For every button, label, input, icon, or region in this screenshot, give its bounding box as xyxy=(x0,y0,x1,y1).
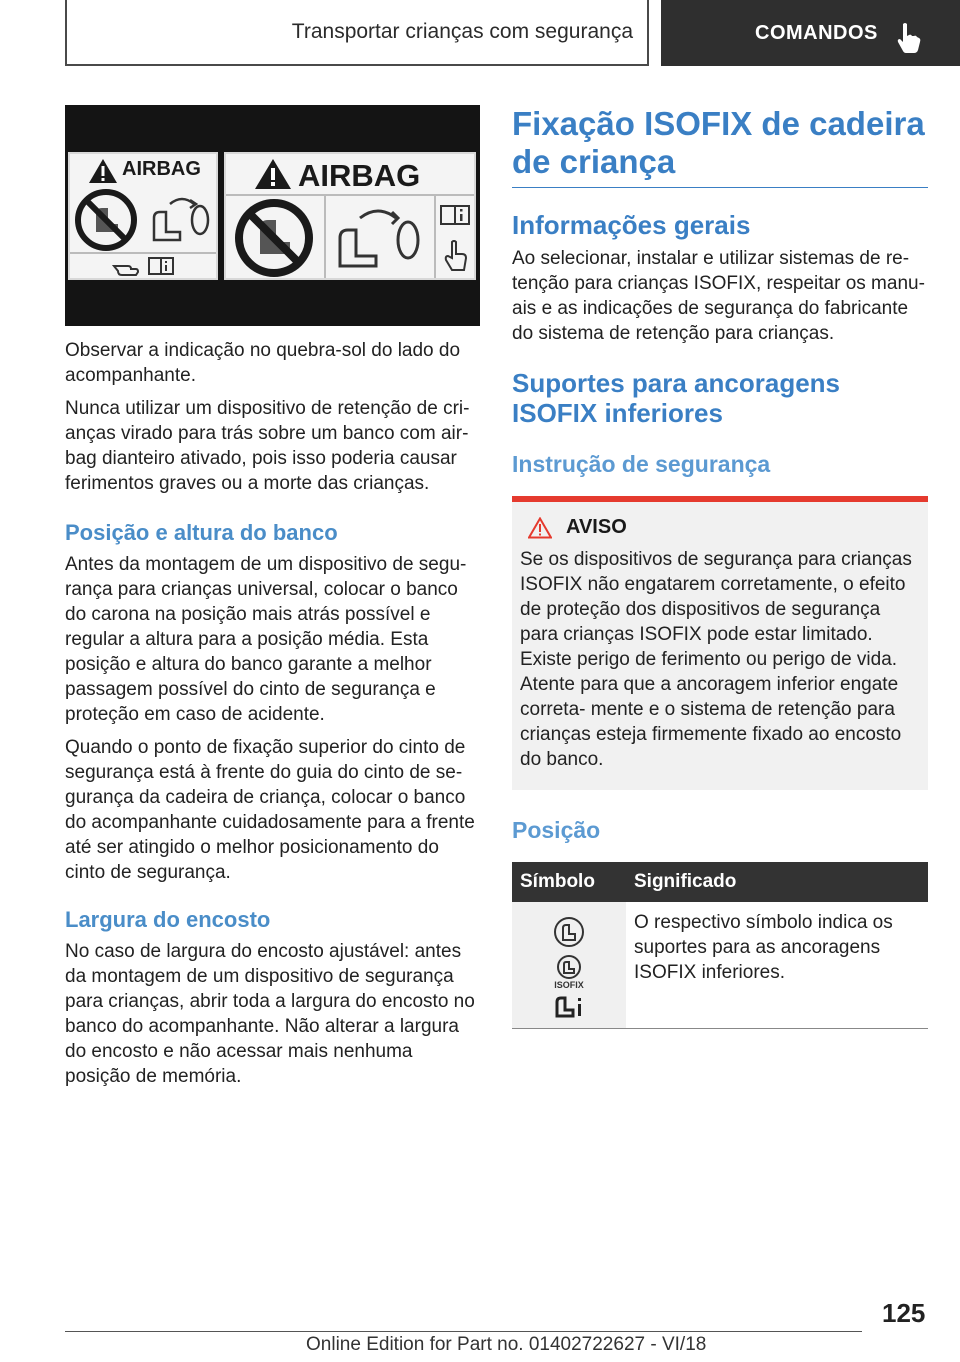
warning-header xyxy=(520,516,920,539)
edition-note: Online Edition for Part no. 01402722627 - VI/18 xyxy=(306,1334,707,1355)
manual-info-icon xyxy=(148,256,174,276)
section-heading-seat-position: Posição e altura do banco xyxy=(65,520,338,545)
chapter-title: Transportar crianças com segurança xyxy=(65,0,649,66)
warning-triangle-icon xyxy=(88,158,118,184)
section-tab: COMANDOS xyxy=(661,0,960,66)
hand-point-icon xyxy=(444,240,468,272)
body-paragraph: Ao selecionar, instalar e utilizar sistemas de re- tenção para crianças ISOFIX, respeitar os manu- ais e as indicações de segurança do fabricante do sistema de retenção para crianças. xyxy=(512,248,925,344)
table-header-symbol: Símbolo xyxy=(512,862,626,902)
symbol-cell xyxy=(512,902,626,1029)
isofix-label: ISOFIX xyxy=(554,980,584,990)
intro-paragraph: Nunca utilizar um dispositivo de retenção de cri- anças virado para trás sobre um banco com air- bag dianteiro ativado, pois isso poderia causar ferimentos graves ou a morte das crianças. xyxy=(65,398,470,494)
page-header xyxy=(0,0,960,66)
main-title: Fixação ISOFIX de cadeira de criança xyxy=(512,105,928,188)
heading-safety-instruction: Instrução de segurança xyxy=(512,451,771,477)
meaning-cell: O respectivo símbolo indica os suportes para as ancoragens ISOFIX inferiores. xyxy=(634,912,893,983)
isofix-seat-info-icon xyxy=(553,994,585,1020)
footer-divider xyxy=(65,1331,862,1332)
manual-info-icon xyxy=(440,204,470,226)
isofix-anchor-icon xyxy=(551,916,587,948)
right-column xyxy=(512,105,928,1029)
warning-triangle-icon xyxy=(528,517,552,539)
table-row xyxy=(512,902,928,1029)
body-paragraph: No caso de largura do encosto ajustável: antes da montagem de um dispositivo de segurança para crianças, abrir toda a largura do encosto no banco do acompanhante. Não alterar a largura do encosto e não acessar mais nenhuma posição de memória. xyxy=(65,941,475,1087)
warning-triangle-icon xyxy=(254,158,292,190)
body-paragraph: Quando o ponto de fixação superior do cinto de segurança está à frente do guia do cinto de se- gurança da cadeira de criança, colocar o banco do acompanhante cuidadosamente para a frente até ser atingido o melhor posicionamento do cinto de segurança. xyxy=(65,737,475,883)
heading-position: Posição xyxy=(512,817,601,843)
left-column xyxy=(65,105,480,1089)
airbag-label-figure xyxy=(65,105,480,326)
airbag-label-small xyxy=(68,152,218,280)
body-paragraph: Antes da montagem de um dispositivo de segu- rança para crianças universal, colocar o banco do carona na posição mais atrás possível e regular a altura para a posição média. Esta posição e altura do banco garante a melhor passagem possível do cinto de segurança e proteção em caso de acidente. xyxy=(65,554,467,725)
hand-pointer-icon xyxy=(895,22,921,54)
section-heading-backrest-width: Largura do encosto xyxy=(65,907,271,932)
airbag-deploy-icon xyxy=(146,190,212,248)
heading-general-info: Informações gerais xyxy=(512,210,751,240)
intro-paragraph: Observar a indicação no quebra-sol do lado do acompanhante. xyxy=(65,340,461,386)
page-number: 125 xyxy=(882,1298,926,1328)
airbag-label-large xyxy=(224,152,476,280)
warning-text: Se os dispositivos de segurança para crianças ISOFIX não engatarem corretamente, o efeito de proteção dos dispositivos de segurança para crianças ISOFIX pode estar limitado. Existe perigo de ferimento ou perigo de vida. Atente para que a ancoragem inferior engate correta- mente e o sistema de retenção para crianças esteja firmemente fixado ao encosto do banco. xyxy=(520,549,912,770)
airbag-text: AIRBAG xyxy=(298,158,421,193)
symbol-table xyxy=(512,862,928,1029)
table-header-meaning: Significado xyxy=(626,862,928,902)
airbag-deploy-icon xyxy=(330,202,426,274)
heading-isofix-supports: Suportes para ancoragens ISOFIX inferiores xyxy=(512,368,840,428)
hand-point-icon xyxy=(112,258,140,276)
warning-title: AVISO xyxy=(566,516,627,538)
no-rear-facing-seat-icon xyxy=(232,198,316,278)
airbag-text: AIRBAG xyxy=(122,158,201,180)
warning-box xyxy=(512,496,928,790)
no-rear-facing-seat-icon xyxy=(74,188,138,252)
isofix-anchor-icon xyxy=(554,954,584,980)
